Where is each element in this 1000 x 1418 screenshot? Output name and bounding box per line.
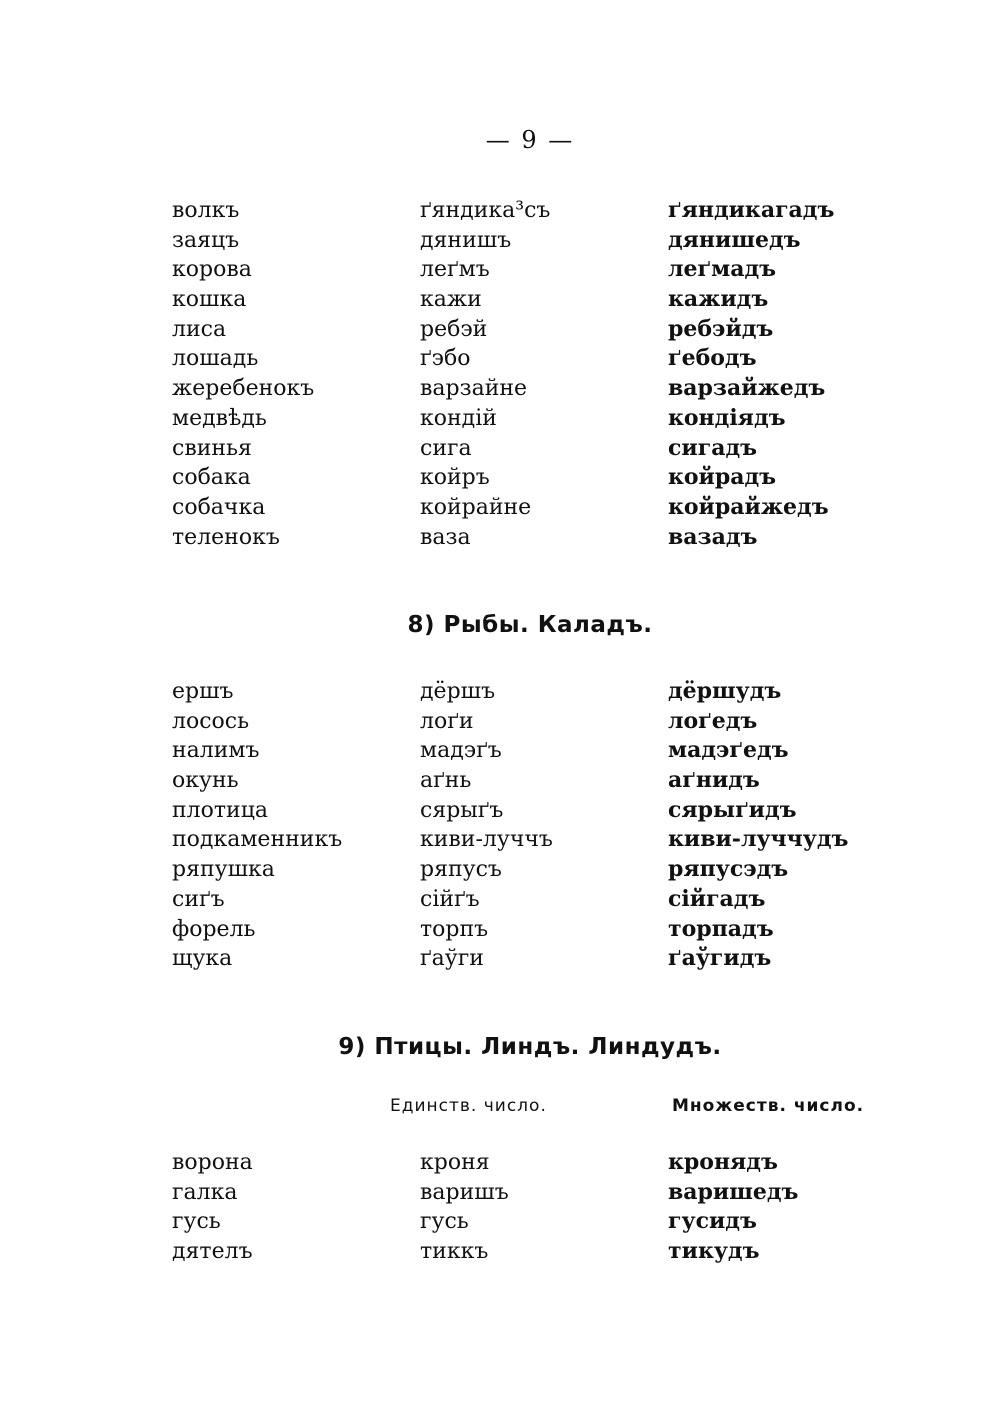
plural-word: леґмадъ: [668, 256, 777, 283]
singular-word: варишъ: [420, 1179, 509, 1205]
table-row: [172, 463, 872, 493]
singular-word: кроня: [420, 1150, 490, 1175]
plural-word: кажидъ: [668, 286, 769, 313]
plural-word: гусидъ: [668, 1208, 757, 1235]
table-row: [172, 677, 872, 707]
table-row: [172, 915, 872, 945]
russian-word: форель: [172, 916, 256, 942]
russian-word: заяцъ: [172, 227, 240, 253]
plural-word: ґяндикагадъ: [668, 197, 835, 223]
russian-word: гусь: [172, 1209, 221, 1235]
table-row: [172, 796, 872, 826]
singular-word: кондій: [420, 405, 497, 431]
plural-word: сійгадъ: [668, 885, 766, 912]
singular-word: койрайне: [420, 494, 532, 520]
russian-word: лосось: [172, 708, 250, 734]
table-row: [172, 493, 872, 523]
table-row: [172, 825, 872, 855]
russian-word: плотица: [172, 797, 268, 823]
plural-word: тикудъ: [668, 1238, 760, 1265]
fish-section-heading: 8) Рыбы. Каладъ.: [407, 612, 653, 638]
russian-word: теленокъ: [172, 524, 280, 550]
singular-word: леґмъ: [420, 257, 490, 283]
table-row: [172, 855, 872, 885]
plural-word: лоґедъ: [668, 707, 758, 734]
table-row: [172, 315, 872, 345]
russian-word: дятелъ: [172, 1239, 253, 1265]
singular-word: ваза: [420, 524, 471, 550]
plural-word: вазадъ: [668, 523, 758, 550]
table-row: [172, 523, 872, 553]
singular-word: сига: [420, 435, 472, 461]
table-row: [172, 196, 872, 226]
russian-word: корова: [172, 257, 252, 283]
singular-word: ґяндика³съ: [420, 198, 551, 223]
russian-word: окунь: [172, 768, 239, 794]
animals-word-table: [172, 196, 872, 552]
table-row: [172, 226, 872, 256]
singular-word: аґнь: [420, 768, 472, 794]
singular-word: дёршъ: [420, 679, 496, 704]
table-row: [172, 255, 872, 285]
table-row: [172, 1148, 872, 1178]
plural-word: кондіядъ: [668, 404, 786, 431]
plural-word: дянишедъ: [668, 226, 801, 253]
singular-word: ряпусъ: [420, 857, 502, 883]
singular-word: варзайне: [420, 376, 528, 402]
birds-word-table: [172, 1148, 872, 1267]
table-row: [172, 434, 872, 464]
singular-word: лоґи: [420, 708, 474, 734]
plural-word: киви-луччудъ: [668, 826, 849, 853]
table-row: [172, 766, 872, 796]
russian-word: галка: [172, 1179, 238, 1205]
table-row: [172, 1207, 872, 1237]
plural-word: варишедъ: [668, 1178, 799, 1205]
russian-word: ряпушка: [172, 857, 275, 883]
plural-word: койрадъ: [668, 464, 777, 491]
russian-word: подкаменникъ: [172, 827, 343, 853]
plural-word: варзайжедъ: [668, 375, 826, 402]
russian-word: волкъ: [172, 198, 240, 223]
singular-word: гусь: [420, 1209, 469, 1235]
table-row: [172, 404, 872, 434]
table-row: [172, 285, 872, 315]
russian-word: щука: [172, 946, 233, 972]
singular-word: тиккъ: [420, 1239, 489, 1265]
russian-word: ворона: [172, 1150, 253, 1175]
russian-word: собака: [172, 465, 251, 491]
table-row: [172, 736, 872, 766]
singular-word: сійґъ: [420, 886, 480, 912]
fish-word-table: [172, 677, 872, 974]
plural-word: аґнидъ: [668, 767, 760, 794]
table-row: [172, 1237, 872, 1267]
plural-word: койрайжедъ: [668, 493, 829, 520]
table-row: [172, 944, 872, 974]
russian-word: свинья: [172, 435, 252, 461]
singular-word: дянишъ: [420, 227, 512, 253]
russian-word: сиґъ: [172, 886, 225, 912]
russian-word: налимъ: [172, 738, 260, 764]
plural-word: ґаўгидъ: [668, 945, 772, 972]
singular-word: ґаўги: [420, 946, 484, 972]
singular-word: торпъ: [420, 916, 489, 942]
table-row: [172, 344, 872, 374]
russian-word: медвѣдь: [172, 405, 267, 431]
singular-word: киви-луччъ: [420, 827, 553, 853]
table-row: [172, 374, 872, 404]
russian-word: лиса: [172, 316, 227, 342]
singular-word: ребэй: [420, 316, 488, 342]
plural-word: торпадъ: [668, 915, 774, 942]
column-headers: [172, 1096, 892, 1124]
russian-word: кошка: [172, 287, 247, 313]
plural-word: ребэйдъ: [668, 315, 774, 342]
singular-word: койръ: [420, 465, 490, 491]
table-row: [172, 707, 872, 737]
russian-word: жеребенокъ: [172, 376, 315, 402]
plural-word: дёршудъ: [668, 678, 782, 704]
singular-word: мадэґъ: [420, 738, 502, 764]
plural-word: ґебодъ: [668, 345, 757, 372]
russian-word: собачка: [172, 494, 266, 520]
plural-word: сярыґидъ: [668, 796, 797, 823]
singular-word: сярыґъ: [420, 797, 504, 823]
plural-word: мадэґедъ: [668, 737, 789, 764]
plural-word: ряпусэдъ: [668, 856, 789, 883]
russian-word: лошадь: [172, 346, 259, 372]
singular-column-header: Единств. число.: [390, 1096, 547, 1116]
table-row: [172, 885, 872, 915]
plural-word: сигадъ: [668, 434, 757, 461]
singular-word: кажи: [420, 287, 482, 313]
singular-word: ґэбо: [420, 346, 471, 372]
table-row: [172, 1178, 872, 1208]
birds-section-heading: 9) Птицы. Линдъ. Линдудъ.: [338, 1034, 722, 1060]
page-number: — 9 —: [485, 126, 575, 154]
russian-word: ершъ: [172, 679, 234, 704]
plural-column-header: Множеств. число.: [672, 1096, 865, 1116]
plural-word: кронядъ: [668, 1149, 778, 1175]
